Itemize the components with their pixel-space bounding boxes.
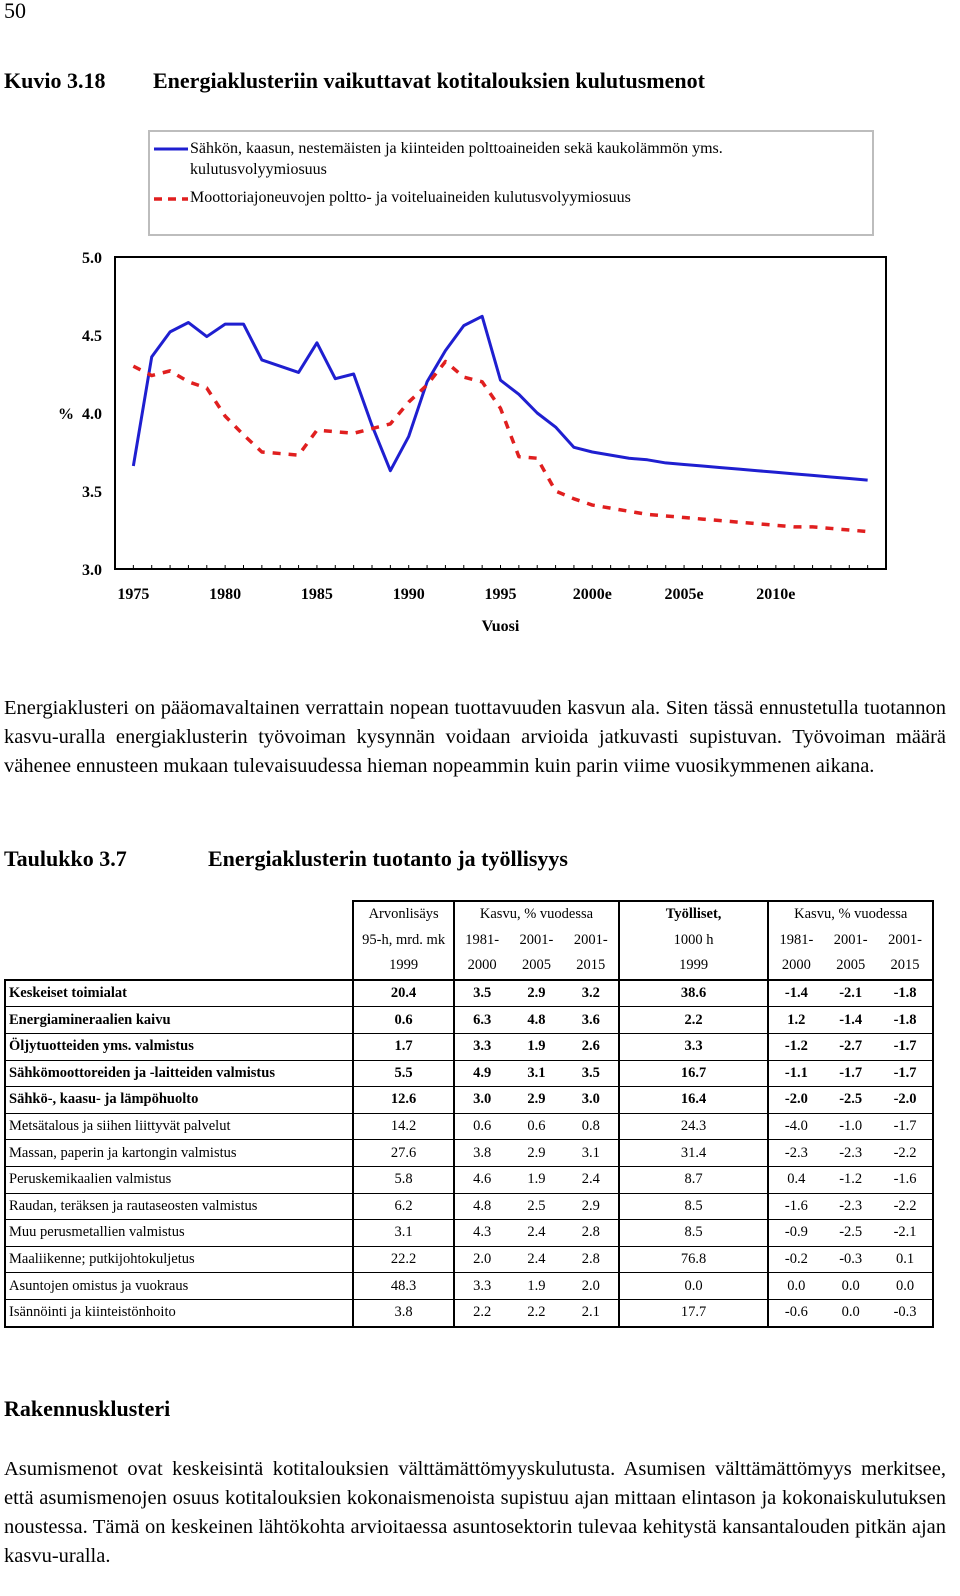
table-row [5, 1113, 933, 1140]
cell-value: -1.2 [768, 1033, 823, 1060]
cell-value: -1.1 [768, 1060, 823, 1087]
cell-value: 8.5 [619, 1193, 769, 1220]
y-axis-label: % [58, 406, 74, 423]
x-tick-label: 2010e [756, 586, 796, 603]
cell-value: 0.6 [353, 1007, 454, 1034]
cell-value: 2.4 [509, 1220, 564, 1247]
cell-value: -2.3 [823, 1140, 878, 1167]
x-tick-label: 2000e [572, 586, 612, 603]
cell-value: 20.4 [353, 980, 454, 1007]
cell-value: 0.1 [878, 1246, 933, 1273]
cell-value: 3.0 [454, 1087, 509, 1114]
cell-value: 2.4 [564, 1166, 619, 1193]
cell-value: -2.7 [823, 1033, 878, 1060]
table-header-row-2 [5, 928, 933, 954]
cell-value: 0.6 [454, 1113, 509, 1140]
cell-value: 2.1 [564, 1299, 619, 1326]
table-row [5, 1299, 933, 1326]
cell-value: 1.7 [353, 1033, 454, 1060]
cell-value: 0.6 [509, 1113, 564, 1140]
header-period-a5: 2001- [833, 931, 868, 948]
cell-value: -2.1 [823, 980, 878, 1007]
header-year-2: 1999 [619, 953, 769, 980]
cell-value: 4.8 [454, 1193, 509, 1220]
cell-value: -0.2 [768, 1246, 823, 1273]
x-tick-label: 1995 [484, 586, 517, 603]
cell-value: 0.0 [878, 1273, 933, 1300]
cell-value: -0.3 [823, 1246, 878, 1273]
header-growth-1: Kasvu, % vuodessa [454, 901, 618, 928]
cell-value: -1.6 [768, 1193, 823, 1220]
figure-title: Energiaklusteriin vaikuttavat kotitalouksien kulutusmenot [153, 68, 705, 93]
cell-value: -2.2 [878, 1140, 933, 1167]
cell-value: 3.6 [564, 1007, 619, 1034]
cell-value: 76.8 [619, 1246, 769, 1273]
line-chart [40, 240, 940, 645]
row-label: Peruskemikaalien valmistus [5, 1166, 353, 1193]
header-unit-2: 1000 h [619, 928, 769, 954]
table-header-row-3 [5, 953, 933, 980]
header-period-b3: 2015 [564, 953, 619, 980]
cell-value: 2.2 [509, 1299, 564, 1326]
cell-value: -1.0 [823, 1113, 878, 1140]
row-label: Massan, paperin ja kartongin valmistus [5, 1140, 353, 1167]
table-row [5, 1087, 933, 1114]
header-employed: Työlliset, [619, 901, 769, 928]
cell-value: -2.2 [878, 1193, 933, 1220]
x-tick-label: 1985 [300, 586, 333, 603]
header-period-a6: 2001- [878, 928, 933, 954]
cell-value: -1.2 [823, 1166, 878, 1193]
table-title: Energiaklusterin tuotanto ja työllisyys [208, 846, 568, 871]
header-period-a3: 2001- [573, 931, 608, 948]
figure-label: Kuvio 3.18 [4, 68, 106, 93]
cell-value: 38.6 [619, 980, 769, 1007]
y-tick-label: 3.5 [82, 484, 102, 501]
cell-value: 3.5 [564, 1060, 619, 1087]
header-growth-2: Kasvu, % vuodessa [768, 901, 933, 928]
cell-value: 3.5 [454, 980, 509, 1007]
row-label: Metsätalous ja siihen liittyvät palvelut [5, 1113, 353, 1140]
x-tick-label: 1975 [117, 586, 150, 603]
cell-value: 4.8 [509, 1007, 564, 1034]
cell-value: -1.7 [878, 1113, 933, 1140]
row-label: Asuntojen omistus ja vuokraus [5, 1273, 353, 1300]
cell-value: -0.3 [878, 1299, 933, 1326]
cell-value: 22.2 [353, 1246, 454, 1273]
table-row [5, 1220, 933, 1247]
header-period-b1: 2000 [454, 953, 509, 980]
paragraph-2: Asumismenot ovat keskeisintä kotitalouksien välttämättömyyskulutusta. Asumisen välttämättömyys merkitsee, että asumismenojen osuus kotitalouksien kokonaismenoista supistuu ajan mittaan elintason ja kokonaiskulutuksen noustessa. Tämä on keskeinen lähtökohta arvioitaessa asuntosektorin tulevaa kehitystä kansantalouden pitkän ajan kasvu-uralla. [4, 1458, 946, 1567]
cell-value: 3.0 [564, 1087, 619, 1114]
cell-value: 2.0 [564, 1273, 619, 1300]
cell-value: 2.4 [509, 1246, 564, 1273]
cell-value: -0.6 [768, 1299, 823, 1326]
row-label: Maaliikenne; putkijohtokuljetus [5, 1246, 353, 1273]
row-label: Keskeiset toimialat [5, 980, 353, 1007]
cell-value: 8.7 [619, 1166, 769, 1193]
table-row [5, 1060, 933, 1087]
cell-value: 4.6 [454, 1166, 509, 1193]
cell-value: 2.8 [564, 1220, 619, 1247]
chart-legend [148, 130, 874, 236]
table-row [5, 1246, 933, 1273]
table-row [5, 1273, 933, 1300]
table-row [5, 1033, 933, 1060]
x-tick-label: 1990 [392, 586, 425, 603]
cell-value: 2.2 [619, 1007, 769, 1034]
cell-value: 12.6 [353, 1087, 454, 1114]
cell-value: 2.8 [564, 1246, 619, 1273]
cell-value: 48.3 [353, 1273, 454, 1300]
series-line-fuel [133, 362, 867, 532]
row-label: Öljytuotteiden yms. valmistus [5, 1033, 353, 1060]
table-row [5, 1007, 933, 1034]
cell-value: -2.5 [823, 1220, 878, 1247]
cell-value: 0.4 [768, 1166, 823, 1193]
cell-value: 17.7 [619, 1299, 769, 1326]
cell-value: 6.2 [353, 1193, 454, 1220]
cell-value: 16.7 [619, 1060, 769, 1087]
cell-value: -2.3 [823, 1193, 878, 1220]
header-year-1: 1999 [353, 953, 454, 980]
cell-value: 2.9 [564, 1193, 619, 1220]
cell-value: -1.6 [878, 1166, 933, 1193]
cell-value: 1.2 [768, 1007, 823, 1034]
x-tick-label: 1980 [209, 586, 242, 603]
header-period-b2: 2005 [509, 953, 564, 980]
legend-entry-1: Sähkön, kaasun, nestemäisten ja kiinteiden polttoaineiden sekä kaukolämmön yms. kulutusvolyymiosuus [190, 140, 723, 178]
cell-value: -1.7 [823, 1060, 878, 1087]
cell-value: 2.0 [454, 1246, 509, 1273]
row-label: Muu perusmetallien valmistus [5, 1220, 353, 1247]
cell-value: 0.8 [564, 1113, 619, 1140]
cell-value: -1.8 [878, 1007, 933, 1034]
cell-value: 0.0 [768, 1273, 823, 1300]
cell-value: 24.3 [619, 1113, 769, 1140]
cell-value: -2.0 [768, 1087, 823, 1114]
y-tick-label: 3.0 [82, 562, 102, 579]
cell-value: -2.1 [878, 1220, 933, 1247]
cell-value: 0.0 [823, 1299, 878, 1326]
header-period-a2: 2001- [519, 931, 554, 948]
cell-value: -1.7 [878, 1060, 933, 1087]
header-period-b5: 2005 [823, 953, 878, 980]
cell-value: 5.8 [353, 1166, 454, 1193]
cell-value: -4.0 [768, 1113, 823, 1140]
cell-value: 16.4 [619, 1087, 769, 1114]
cell-value: 27.6 [353, 1140, 454, 1167]
table-header-row-1 [5, 901, 933, 928]
page-number: 50 [4, 0, 26, 23]
cell-value: 1.9 [509, 1273, 564, 1300]
cell-value: -2.3 [768, 1140, 823, 1167]
row-label: Isännöinti ja kiinteistönhoito [5, 1299, 353, 1326]
row-label: Raudan, teräksen ja rautaseosten valmistus [5, 1193, 353, 1220]
cell-value: 3.3 [619, 1033, 769, 1060]
cell-value: 8.5 [619, 1220, 769, 1247]
cell-value: -0.9 [768, 1220, 823, 1247]
cell-value: -1.8 [878, 980, 933, 1007]
table-row [5, 1166, 933, 1193]
header-value-added: Arvonlisäys [353, 901, 454, 928]
cell-value: -1.7 [878, 1033, 933, 1060]
cell-value: 0.0 [619, 1273, 769, 1300]
row-label: Sähkö-, kaasu- ja lämpöhuolto [5, 1087, 353, 1114]
table-label: Taulukko 3.7 [4, 846, 127, 871]
table-row [5, 1140, 933, 1167]
cell-value: 5.5 [353, 1060, 454, 1087]
data-table [4, 900, 934, 1328]
y-tick-label: 5.0 [82, 250, 102, 267]
cell-value: 4.3 [454, 1220, 509, 1247]
row-label: Sähkömoottoreiden ja -laitteiden valmistus [5, 1060, 353, 1087]
table-row [5, 980, 933, 1007]
cell-value: 3.3 [454, 1273, 509, 1300]
cell-value: -2.5 [823, 1087, 878, 1114]
cell-value: 2.9 [509, 1087, 564, 1114]
cell-value: 1.9 [509, 1033, 564, 1060]
header-unit-1: 95-h, mrd. mk [353, 928, 454, 954]
cell-value: -1.4 [823, 1007, 878, 1034]
cell-value: 2.5 [509, 1193, 564, 1220]
legend-swatches [152, 138, 192, 208]
row-label: Energiamineraalien kaivu [5, 1007, 353, 1034]
y-tick-label: 4.5 [82, 328, 102, 345]
cell-value: 3.3 [454, 1033, 509, 1060]
cell-value: 6.3 [454, 1007, 509, 1034]
cell-value: -2.0 [878, 1087, 933, 1114]
cell-value: 3.1 [564, 1140, 619, 1167]
header-period-a4: 1981- [768, 928, 823, 954]
legend-entry-2: Moottoriajoneuvojen poltto- ja voiteluaineiden kulutusvolyymiosuus [190, 189, 631, 206]
cell-value: 2.6 [564, 1033, 619, 1060]
cell-value: 31.4 [619, 1140, 769, 1167]
cell-value: 3.1 [353, 1220, 454, 1247]
header-period-b6: 2015 [878, 953, 933, 980]
cell-value: 14.2 [353, 1113, 454, 1140]
series-line-energy [133, 316, 867, 480]
table-row [5, 1193, 933, 1220]
cell-value: 2.2 [454, 1299, 509, 1326]
x-axis-label: Vuosi [481, 618, 520, 635]
cell-value: 1.9 [509, 1166, 564, 1193]
cell-value: 3.8 [353, 1299, 454, 1326]
x-tick-label: 2005e [664, 586, 704, 603]
cell-value: 3.8 [454, 1140, 509, 1167]
header-period-b4: 2000 [768, 953, 823, 980]
header-period-a1: 1981- [454, 928, 509, 954]
cell-value: 2.9 [509, 980, 564, 1007]
cell-value: 2.9 [509, 1140, 564, 1167]
y-tick-label: 4.0 [82, 406, 102, 423]
cell-value: 0.0 [823, 1273, 878, 1300]
cell-value: 3.1 [509, 1060, 564, 1087]
paragraph-1: Energiaklusteri on pääomavaltainen verrattain nopean tuottavuuden kasvun ala. Siten tässä ennustetulla tuotannon kasvu-uralla energiaklusterin työvoiman kysynnän voidaan arvioida jatkuvasti supistuvan. Työvoiman määrä vähenee ennusteen mukaan tulevaisuudessa hieman nopeammin kuin parin viime vuosikymmenen aikana. [4, 697, 946, 777]
cell-value: 4.9 [454, 1060, 509, 1087]
cell-value: -1.4 [768, 980, 823, 1007]
section-heading: Rakennusklusteri [4, 1396, 171, 1421]
cell-value: 3.2 [564, 980, 619, 1007]
